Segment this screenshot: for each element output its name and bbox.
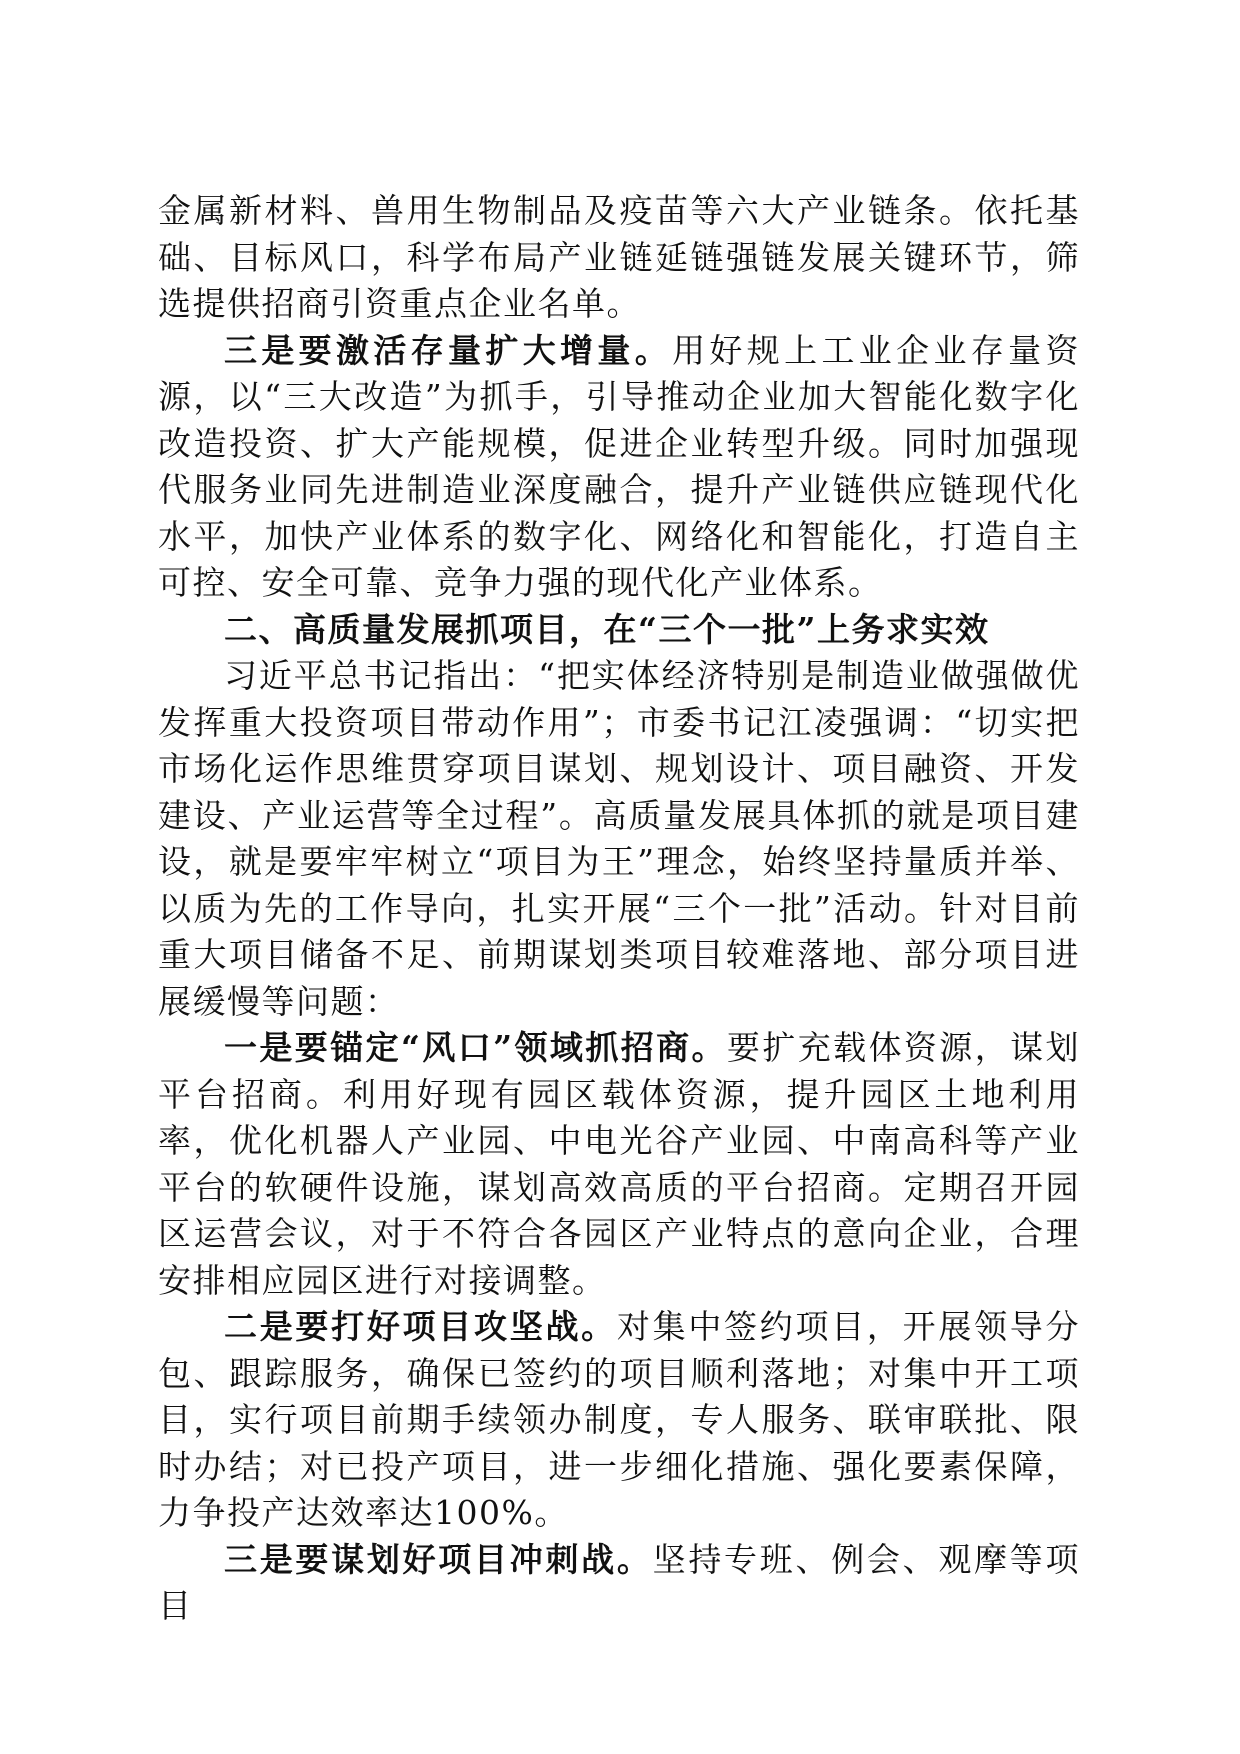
paragraph-lead: 三是要激活存量扩大增量。	[224, 330, 673, 370]
section-heading-2: 二、高质量发展抓项目，在“三个一批”上务求实效	[224, 609, 990, 649]
paragraph-lead: 一是要锚定“风口”领域抓招商。	[224, 1028, 727, 1067]
paragraph-lead: 二是要打好项目攻坚战。	[224, 1307, 617, 1346]
paragraph-text: 金属新材料、兽用生物制品及疫苗等六大产业链条。依托基础、目标风口，科学布局产业链延链强链发展关键环节，筛选提供招商引资重点企业名单。	[158, 191, 1080, 323]
paragraph-text: 要扩充载体资源，谋划平台招商。利用好现有园区载体资源，提升园区土地利用率，优化机器人产业园、中电光谷产业园、中南高科等产业平台的软硬件设施，谋划高效高质的平台招商。定期召开园区运营会议，对于不符合各园区产业特点的意向企业，合理安排相应园区进行对接调整。	[158, 1028, 1080, 1300]
paragraph-text: 对集中签约项目，开展领导分包、跟踪服务，确保已签约的项目顺利落地；对集中开工项目，实行项目前期手续领办制度，专人服务、联审联批、限时办结；对已投产项目，进一步细化措施、强化要素保障，力争投产达效率达100%。	[158, 1307, 1081, 1532]
paragraph-text: 坚持专班、例会、观摩等项目	[158, 1539, 1081, 1625]
document-page	[158, 188, 1080, 1630]
paragraph-project-sprint	[158, 1537, 1080, 1630]
paragraph-project-tackling	[158, 1304, 1080, 1537]
paragraph-text: 习近平总书记指出：“把实体经济特别是制造业做强做优发挥重大投资项目带动作用”；市委书记江凌强调：“切实把市场化运作思维贯穿项目谋划、规划设计、项目融资、开发建设、产业运营等全过程”。高质量发展具体抓的就是项目建设，就是要牢牢树立“项目为王”理念，始终坚持量质并举、以质为先的工作导向，扎实开展“三个一批”活动。针对目前重大项目储备不足、前期谋划类项目较难落地、部分项目进展缓慢等问题：	[158, 656, 1080, 1021]
paragraph-industry-chains	[158, 188, 1080, 328]
paragraph-lead: 三是要谋划好项目冲刺战。	[224, 1539, 653, 1579]
paragraph-investment-attraction	[158, 1025, 1080, 1304]
paragraph-text: 用好规上工业企业存量资源，以“三大改造”为抓手，引导推动企业加大智能化数字化改造投资、扩大产能规模，促进企业转型升级。同时加强现代服务业同先进制造业深度融合，提升产业链供应链现代化水平，加快产业体系的数字化、网络化和智能化，打造自主可控、安全可靠、竞争力强的现代化产业体系。	[158, 330, 1081, 602]
paragraph-activate-stock	[158, 328, 1080, 607]
paragraph-projects-intro	[158, 653, 1080, 1025]
